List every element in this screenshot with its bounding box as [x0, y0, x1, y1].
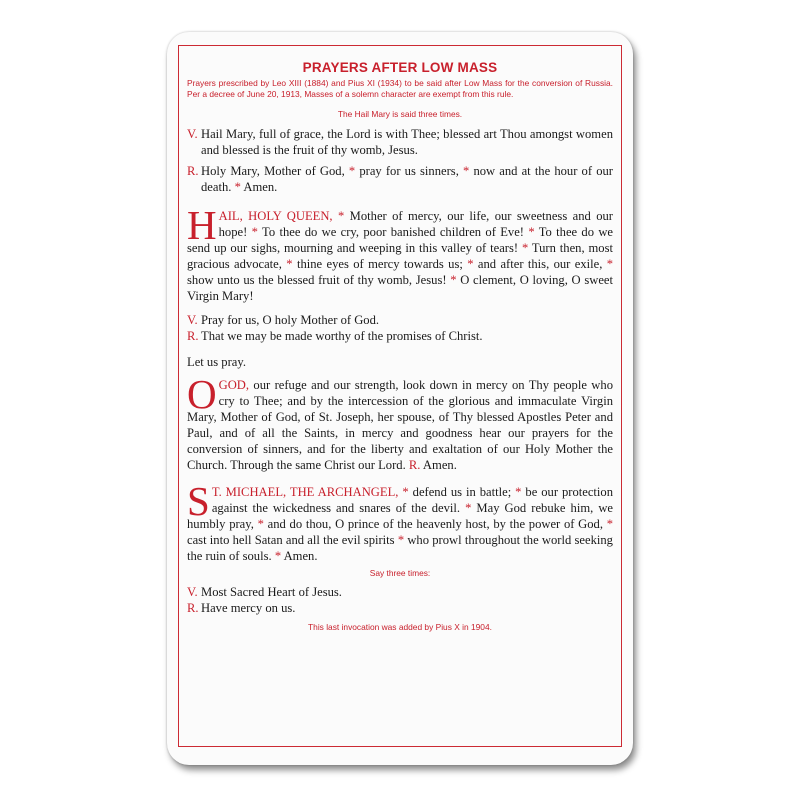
sacred-heart-versicle: V. Most Sacred Heart of Jesus.: [187, 585, 342, 599]
o-god-prayer: OGOD, our refuge and our strength, look down in mercy on Thy people who cry to Thee; and by the intercession of the glorious and immaculate Virgin Mary, Mother of God, of St. Joseph, her spouse, of Thy blessed Apostles Peter and Paul, and of all the Saints, in mercy and goodness hear our prayers for the conversion of sinners, and for the liberty and exaltation of our Holy Mother the Church. Through the same Christ our Lord. R. Amen.: [187, 371, 613, 472]
drop-cap-h: H: [187, 202, 217, 248]
intro-text: Prayers prescribed by Leo XIII (1884) and Pius XI (1934) to be said after Low Mass for the conversion of Russia. Per a decree of June 20, 1913, Masses of a solemn character are exempt from this rule.: [187, 78, 613, 99]
say-three-times-note: Say three times:: [369, 568, 431, 578]
drop-cap-o: O: [187, 371, 217, 417]
hail-mary-note: The Hail Mary is said three times.: [337, 109, 463, 119]
hail-mary-response: R. Holy Mary, Mother of God, * pray for us sinners, * now and at the hour of our death. * Amen.: [187, 164, 613, 194]
card-title: PRAYERS AFTER LOW MASS: [302, 60, 498, 75]
prayer-card: [167, 32, 633, 765]
sacred-heart-response: R. Have mercy on us.: [187, 601, 296, 615]
hail-holy-queen-prayer: HAIL, HOLY QUEEN, * Mother of mercy, our life, our sweetness and our hope! * To thee do we cry, poor banished children of Eve! * To thee do we send up our sighs, mourning and weeping in this valley of tears! * Turn then, most gracious advocate, * thine eyes of mercy towards us; * and after this, our exile, * show unto us the blessed fruit of thy womb, Jesus! * O clement, O loving, O sweet Virgin Mary!: [187, 202, 614, 303]
holy-mother-response: R. That we may be made worthy of the promises of Christ.: [187, 329, 483, 343]
let-us-pray: Let us pray.: [187, 355, 246, 369]
drop-cap-s: S: [187, 478, 210, 524]
hail-mary-versicle: V. Hail Mary, full of grace, the Lord is with Thee; blessed art Thou amongst women and blessed is the fruit of thy womb, Jesus.: [187, 127, 613, 157]
footer-note: This last invocation was added by Pius X in 1904.: [308, 622, 492, 632]
st-michael-prayer: S T. MICHAEL, THE ARCHANGEL, * defend us in battle; * be our protection against the wickedness and snares of the devil. * May God rebuke him, we humbly pray, * and do thou, O prince of the heavenly host, by the power of God, * cast into hell Satan and all the evil spirits * who prowl throughout the world seeking the ruin of souls. * Amen.: [187, 478, 614, 563]
card-content: [187, 60, 613, 632]
holy-mother-versicle: V. Pray for us, O holy Mother of God.: [187, 313, 380, 327]
